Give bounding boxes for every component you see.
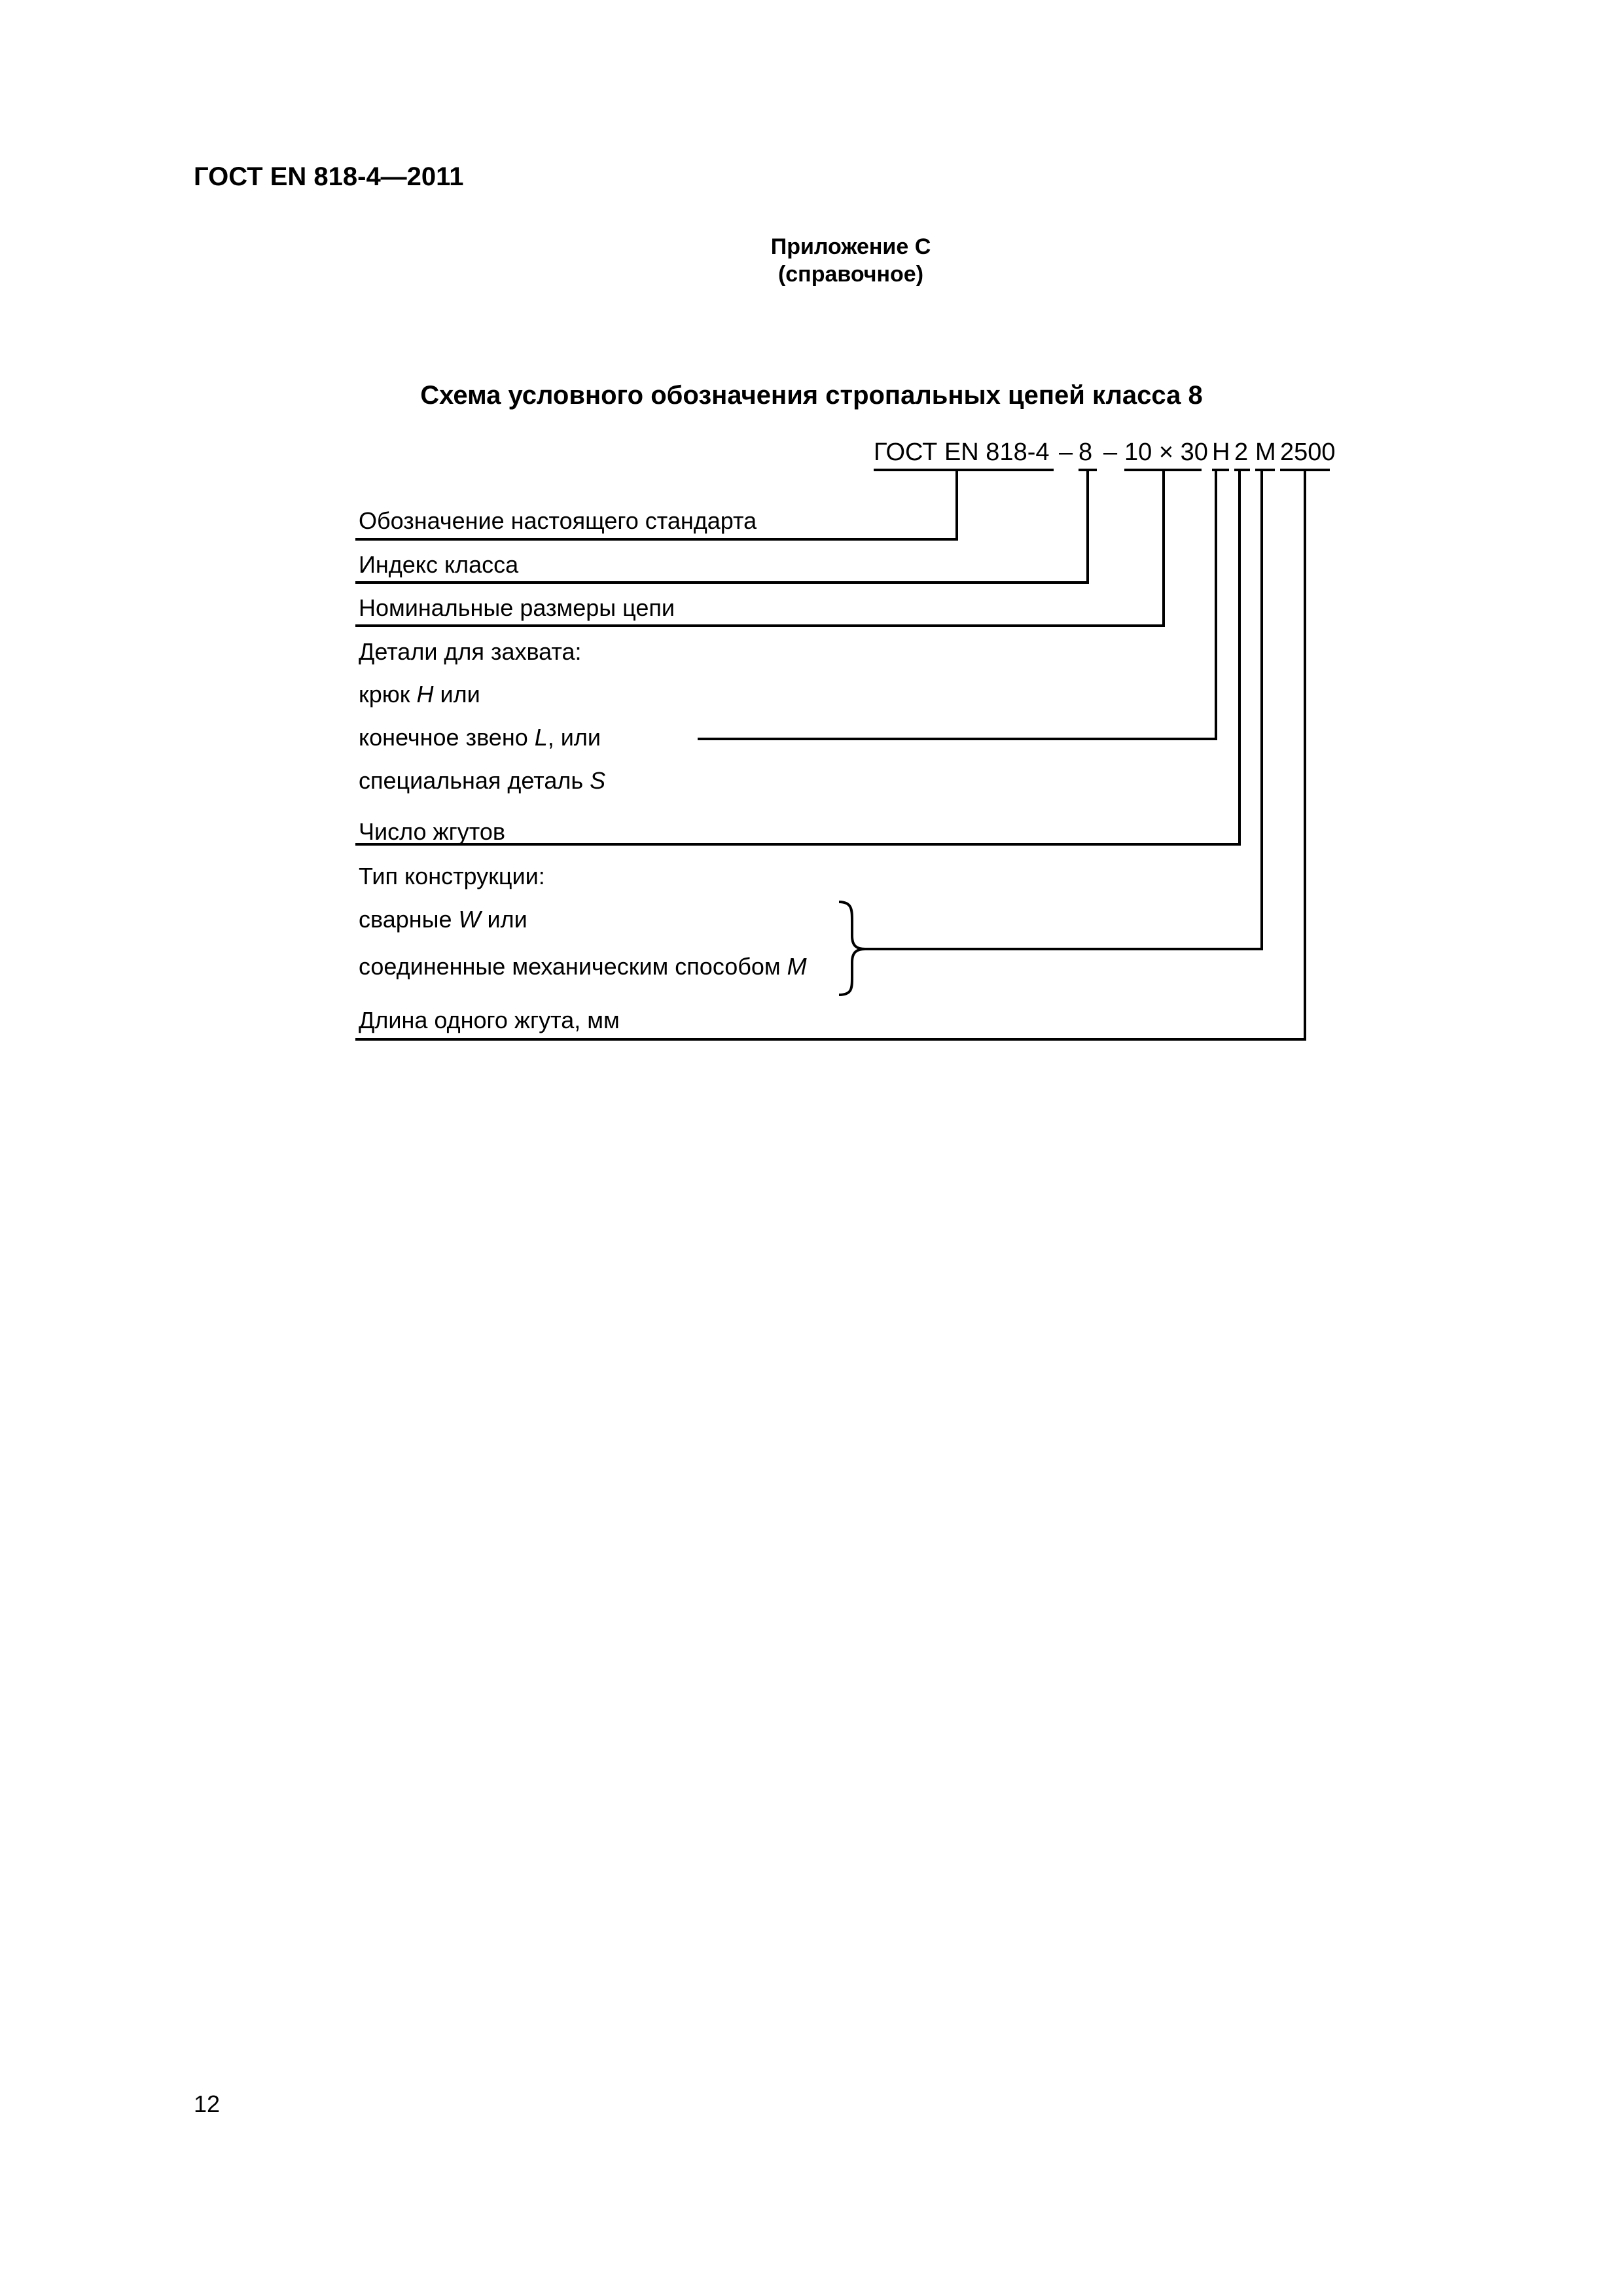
code-s-italic: S bbox=[590, 767, 606, 794]
figure-title: Схема условного обозначения стропальных цепей класса 8 bbox=[420, 381, 1203, 410]
code-class-index: 8 bbox=[1079, 439, 1093, 466]
page-number: 12 bbox=[194, 2090, 221, 2117]
label-nominal-size: Номинальные размеры цепи bbox=[359, 594, 675, 621]
label-construction-welded: сварные W или bbox=[359, 906, 527, 933]
annex-title: Приложение С bbox=[770, 234, 931, 259]
code-w-italic: W bbox=[458, 906, 481, 933]
code-construction: M bbox=[1255, 439, 1276, 466]
label-fitting-end: конечное звено L, или bbox=[359, 724, 601, 751]
code-standard: ГОСТ EN 818-4 bbox=[874, 439, 1050, 466]
connector-size bbox=[355, 471, 1164, 626]
label-class-index: Индекс класса bbox=[359, 551, 519, 578]
label-construction-heading: Тип конструкции: bbox=[359, 863, 545, 889]
label-construction-mech: соединенные механическим способом M bbox=[359, 953, 807, 980]
label-fitting-hook: крюк H или bbox=[359, 681, 480, 708]
code-length: 2500 bbox=[1280, 439, 1336, 466]
label-fitting-special: специальная деталь S bbox=[359, 767, 606, 794]
code-size: 10 × 30 bbox=[1124, 439, 1208, 466]
code-legs: 2 bbox=[1234, 439, 1249, 466]
label-standard: Обозначение настоящего стандарта bbox=[359, 507, 757, 534]
label-fitting-heading: Детали для захвата: bbox=[359, 638, 582, 665]
label-leg-length: Длина одного жгута, мм bbox=[359, 1007, 620, 1033]
label-legs: Число жгутов bbox=[359, 818, 505, 845]
document-header: ГОСТ EN 818-4—2011 bbox=[194, 162, 464, 191]
curly-brace bbox=[839, 902, 865, 995]
code-l-italic: L bbox=[534, 724, 548, 751]
code-dash-2: – bbox=[1103, 439, 1118, 466]
code-dash-1: – bbox=[1059, 439, 1073, 466]
connector-standard bbox=[355, 471, 957, 539]
connector-legs bbox=[355, 471, 1240, 844]
annex-status: (справочное) bbox=[777, 262, 924, 287]
connector-class bbox=[355, 471, 1088, 583]
code-h-italic: H bbox=[416, 681, 434, 708]
code-fitting: H bbox=[1212, 439, 1230, 466]
code-m-italic: M bbox=[787, 953, 807, 980]
connector-construction bbox=[865, 471, 1262, 949]
